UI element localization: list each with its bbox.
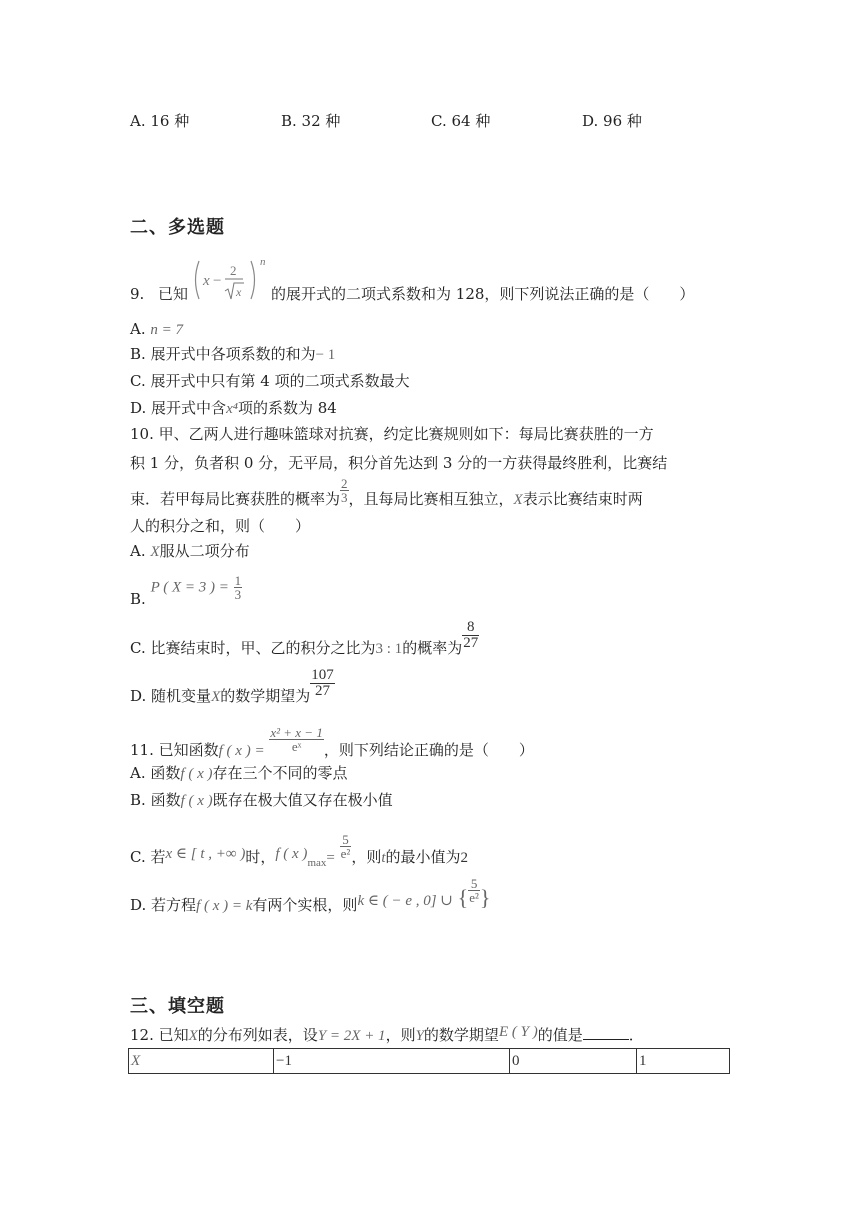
- q9-text: 的展开式的二项式系数和为 128，则下列说法正确的是（ ）: [271, 285, 695, 303]
- option-label: A.: [130, 320, 146, 338]
- table-cell-x: X: [129, 1049, 274, 1074]
- fraction-denominator: eˣ: [269, 739, 323, 753]
- option-text-post: 既存在极大值又存在极小值: [212, 791, 393, 809]
- option-text-pre: 函数: [150, 764, 181, 782]
- q9-binomial-formula: [193, 253, 269, 303]
- fraction-denominator: e²: [340, 846, 351, 861]
- q9-option-a: [130, 319, 183, 340]
- option-text-pre: 展开式中含: [151, 399, 227, 417]
- q11-function: f ( x ) =: [218, 743, 265, 759]
- option-label: C.: [130, 848, 146, 866]
- fraction-numerator: 5: [470, 876, 478, 891]
- option-math: f ( x ): [180, 793, 213, 809]
- formula-x: x: [203, 273, 210, 289]
- q10-line-4: 人的积分之和，则（ ）: [130, 517, 311, 535]
- q11-option-d: [130, 877, 490, 916]
- option-equation: f ( x ) = k: [196, 898, 253, 914]
- section-heading-multiple-choice: 二、多选题: [130, 217, 225, 238]
- option-text-mid: 有两个实根，则: [252, 896, 358, 914]
- option-fmax-sub: max: [307, 857, 327, 869]
- fraction-numerator: 8: [466, 619, 475, 635]
- option-text-post-1: ，则: [351, 848, 382, 866]
- option-label: B.: [130, 345, 146, 363]
- brace-left: {: [457, 885, 469, 910]
- fraction-denominator: 3: [234, 587, 242, 602]
- option-label: C.: [130, 372, 146, 390]
- formula-frac-num: 2: [230, 263, 237, 278]
- fraction-denominator: e²: [469, 890, 479, 905]
- option-math: − 1: [315, 347, 336, 363]
- q9-option-c: [130, 371, 410, 391]
- q12-pre: 12. 已知: [130, 1026, 189, 1044]
- answer-blank[interactable]: [583, 1025, 629, 1040]
- q11-option-a: [130, 763, 348, 784]
- option-eq: =: [326, 850, 335, 866]
- option-label: A.: [130, 542, 146, 560]
- option-label: D.: [130, 399, 147, 417]
- formula-minus: −: [213, 273, 222, 289]
- option-math: n = 7: [150, 322, 184, 338]
- table-cell-0: 0: [510, 1049, 637, 1074]
- option-fraction: [468, 877, 480, 904]
- option-label: D.: [130, 687, 147, 705]
- option-text: 展开式中各项系数的和为: [150, 345, 316, 363]
- option-interval: x ∈ [ t , +∞ ): [165, 846, 246, 862]
- q10-line-3: [130, 477, 643, 510]
- q12-mid-3: 的数学期望: [423, 1026, 499, 1044]
- option-text-post: 项的系数为 84: [237, 399, 337, 417]
- q10-line-3-mid: ，且每局比赛相互独立，: [348, 490, 514, 508]
- q12-expectation: E ( Y ): [498, 1024, 538, 1040]
- q12-var-y: Y: [415, 1028, 424, 1044]
- fraction-numerator: 2: [341, 476, 348, 491]
- q12-mid-1: 的分布列如表，设: [197, 1026, 318, 1044]
- option-math: x⁴: [226, 401, 238, 417]
- option-var: X: [150, 544, 160, 560]
- q10-line-2: 积 1 分，负者积 0 分，无平局，积分首先达到 3 分的一方获得最终胜利，比赛结: [130, 454, 668, 472]
- q12-mid-2: ，则: [385, 1026, 416, 1044]
- option-text-post: 存在三个不同的零点: [212, 764, 348, 782]
- option-fraction: [462, 620, 479, 651]
- q11-prefix: 11. 已知函数: [130, 741, 219, 759]
- q10-line-3-post: 表示比赛结束时两: [522, 490, 643, 508]
- q10-option-b: [130, 573, 242, 608]
- brace-right: }: [479, 885, 491, 910]
- q11-fraction: [269, 726, 323, 753]
- fraction-numerator: x² + x − 1: [270, 725, 323, 740]
- fraction-denominator: 3: [341, 490, 348, 505]
- option-label: A.: [130, 764, 146, 782]
- q8-option-b: B. 32 种: [281, 112, 341, 130]
- option-text-mid: 时，: [245, 848, 276, 866]
- q10-option-c: [130, 620, 479, 659]
- fraction-numerator: 5: [342, 832, 349, 847]
- option-set: k ∈ ( − e , 0] ∪: [357, 893, 453, 909]
- option-var: t: [381, 850, 386, 866]
- option-text-post: 的概率为: [402, 639, 463, 657]
- q9-option-d: [130, 398, 337, 419]
- q11-suffix: ，则下列结论正确的是（ ）: [323, 741, 534, 759]
- q8-option-d: D. 96 种: [582, 112, 642, 130]
- q8-option-c: C. 64 种: [431, 112, 491, 130]
- fraction-denominator: 27: [310, 683, 335, 699]
- fraction-numerator: 1: [234, 573, 242, 588]
- option-text-pre: 若方程: [151, 896, 197, 914]
- option-label: C.: [130, 639, 146, 657]
- distribution-table: [128, 1048, 730, 1074]
- formula-sqrt-arg: x: [236, 285, 242, 299]
- option-text-pre: 若: [150, 848, 166, 866]
- section-heading-fill-in: 三、填空题: [130, 996, 225, 1017]
- q10-option-a: [130, 541, 250, 562]
- q8-option-a: A. 16 种: [130, 112, 190, 130]
- option-fmax: f ( x ): [275, 846, 308, 862]
- option-math: P ( X = 3 ) =: [150, 579, 229, 596]
- binomial-expression: [193, 253, 269, 303]
- option-fraction: [234, 574, 243, 601]
- q10-line-1: 10. 甲、乙两人进行趣味篮球对抗赛，约定比赛规则如下：每局比赛获胜的一方: [130, 425, 654, 443]
- option-label: D.: [130, 896, 147, 914]
- option-text-pre: 函数: [150, 791, 181, 809]
- q12-stem: [130, 1025, 644, 1046]
- option-text-pre: 比赛结束时，甲、乙的积分之比为: [150, 639, 376, 657]
- q12-equation: Y = 2X + 1: [317, 1028, 386, 1044]
- table-row: [129, 1049, 730, 1074]
- q10-line-3-pre: 束．若甲每局比赛获胜的概率为: [130, 490, 341, 508]
- table-cell-neg1: −1: [274, 1049, 510, 1074]
- q12-post: 的值是: [537, 1026, 583, 1044]
- option-value: 2: [460, 850, 469, 866]
- option-var: X: [211, 689, 221, 705]
- option-math: f ( x ): [180, 766, 213, 782]
- fraction-denominator: 27: [463, 635, 479, 651]
- q10-option-d: [130, 668, 335, 707]
- option-text: 展开式中只有第 4 项的二项式系数最大: [150, 372, 410, 390]
- option-text-pre: 随机变量: [151, 687, 212, 705]
- q11-option-b: [130, 790, 393, 811]
- option-label: B.: [130, 791, 146, 809]
- option-text: 服从二项分布: [159, 542, 250, 560]
- q10-probability-fraction: [340, 477, 349, 504]
- q12-var-x: X: [188, 1028, 198, 1044]
- q9-prefix: 已知: [158, 285, 189, 303]
- q12-end: ．: [628, 1026, 644, 1044]
- fraction-numerator: 107: [311, 667, 334, 683]
- q9-number: 9.: [130, 285, 145, 303]
- option-fraction: [310, 668, 335, 699]
- option-fraction: [340, 833, 352, 860]
- option-label: B.: [130, 589, 146, 608]
- q11-option-c: [130, 833, 468, 873]
- q10-var-x: X: [513, 492, 523, 508]
- option-text-post-2: 的最小值为: [385, 848, 461, 866]
- q11-stem: [130, 726, 534, 761]
- q9-option-b: [130, 344, 335, 365]
- formula-exponent: n: [260, 256, 266, 268]
- option-text-mid: 的数学期望为: [220, 687, 311, 705]
- option-ratio: 3 : 1: [375, 641, 403, 657]
- table-cell-1: 1: [637, 1049, 730, 1074]
